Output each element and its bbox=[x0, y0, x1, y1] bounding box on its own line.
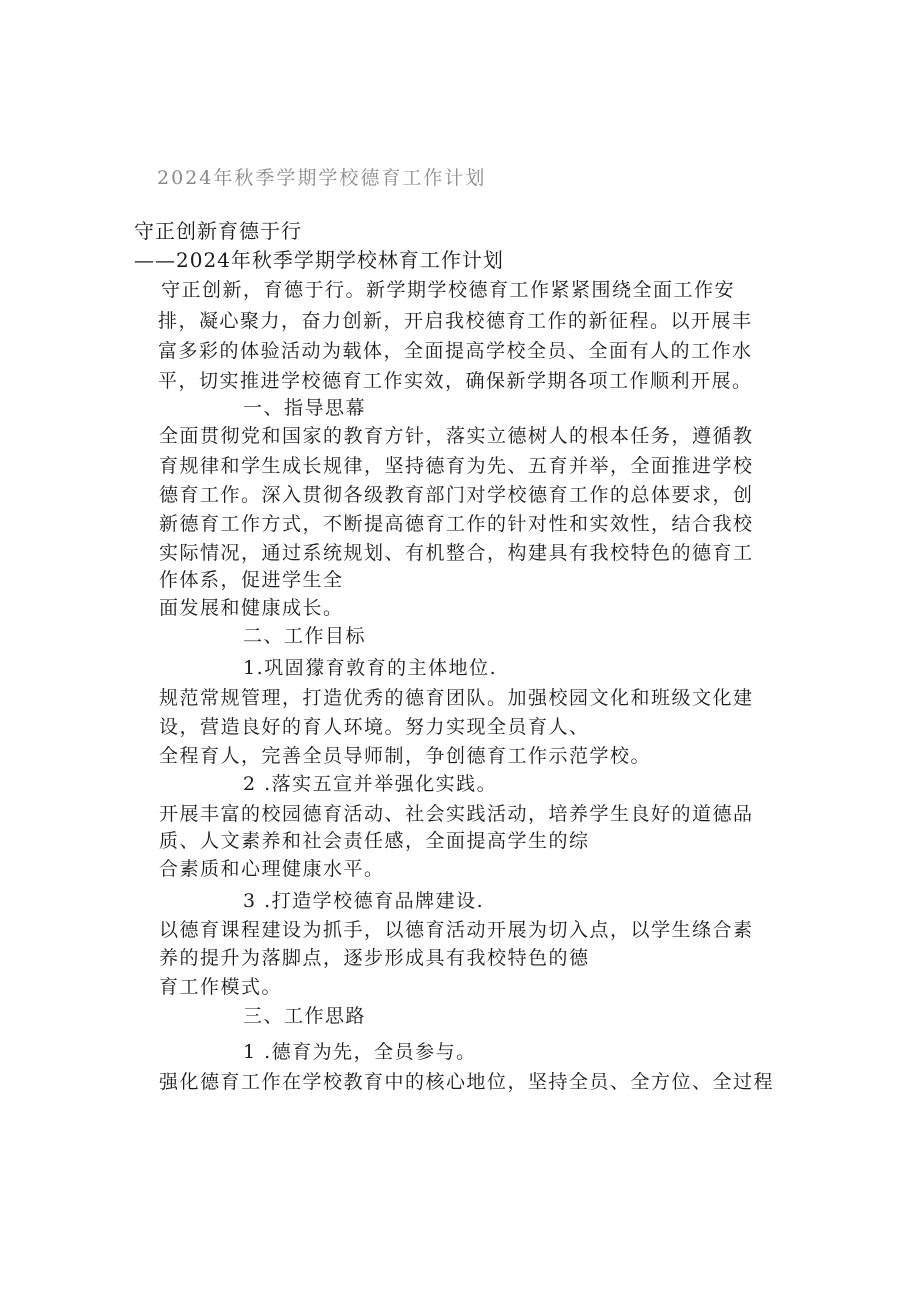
intro-line: 排，凝心聚力，奋力创新，开启我校德育工作的新征程。以开展丰 bbox=[158, 310, 753, 332]
section-title: 二、工作目标 bbox=[243, 625, 367, 647]
paragraph-line: 育规律和学生成长规律，坚持德育为先、五育并举，全面推进学校 bbox=[159, 455, 754, 477]
paragraph-line: 设，营造良好的育人环境。努力实现全员育人、 bbox=[159, 716, 590, 738]
paragraph-line: 全面贯彻党和国家的教育方针，落实立德树人的根本任务，遵循教 bbox=[159, 425, 754, 447]
section-title: 一、指导思幕 bbox=[243, 397, 367, 419]
paragraph-line: 育工作模式。 bbox=[159, 976, 283, 998]
intro-line: 守正创新，育德于行。新学期学校德育工作紧紧围绕全面工作安 bbox=[161, 279, 736, 301]
paragraph-line: 养的提升为落脚点，逐步形成具有我校特色的德 bbox=[159, 947, 590, 969]
item-heading: 3 .打造学校德育品牌建设. bbox=[243, 890, 485, 912]
paragraph-line: 合素质和心理健康水平。 bbox=[159, 858, 385, 880]
paragraph-line: 全程育人，完善全员导师制，争创德育工作示范学校。 bbox=[159, 745, 652, 767]
paragraph-line: 强化德育工作在学校教育中的核心地位，坚持全员、全方位、全过程 bbox=[159, 1071, 775, 1093]
sub-heading: ——2024年秋季学期学校林育工作计划 bbox=[134, 248, 504, 272]
main-heading: 守正创新育德于行 bbox=[134, 219, 302, 243]
paragraph-line: 开展丰富的校园德育活动、社会实践活动，培养学生良好的道德品 bbox=[159, 803, 754, 825]
intro-line: 平，切实推进学校德育工作实效，确保新学期各项工作顺利开展。 bbox=[158, 370, 753, 392]
paragraph-line: 质、人文素养和社会责任感，全面提高学生的综 bbox=[159, 830, 590, 852]
paragraph-line: 规范常规管理，打造优秀的德育团队。加强校园文化和班级文化建 bbox=[159, 687, 754, 709]
intro-line: 富多彩的体验活动为载体，全面提高学校全员、全面有人的工作水 bbox=[158, 340, 753, 362]
paragraph-line: 德育工作。深入贯彻各级教育部门对学校德育工作的总体要求，创 bbox=[159, 484, 754, 506]
item-heading: 2 .落实五宣并举强化实践。 bbox=[243, 773, 498, 795]
document-title: 2024年秋季学期学校德育工作计划 bbox=[157, 167, 487, 189]
paragraph-line: 新德育工作方式，不断提高德育工作的针对性和实效性，结合我校 bbox=[159, 513, 754, 535]
section-title: 三、工作思路 bbox=[243, 1005, 367, 1027]
paragraph-line: 作体系，促进学生全 bbox=[159, 569, 344, 591]
paragraph-line: 实际情况，通过系统规划、有机整合，构建具有我校特色的德育工 bbox=[159, 542, 754, 564]
item-heading: 1 .德育为先，全员参与。 bbox=[243, 1041, 477, 1063]
paragraph-line: 以德育课程建设为抓手，以德育活动开展为切入点，以学生绦合素 bbox=[159, 919, 754, 941]
item-heading: 1.巩固獴育敦育的主体地位. bbox=[243, 657, 498, 679]
paragraph-line: 面发展和健康成长。 bbox=[159, 597, 344, 619]
